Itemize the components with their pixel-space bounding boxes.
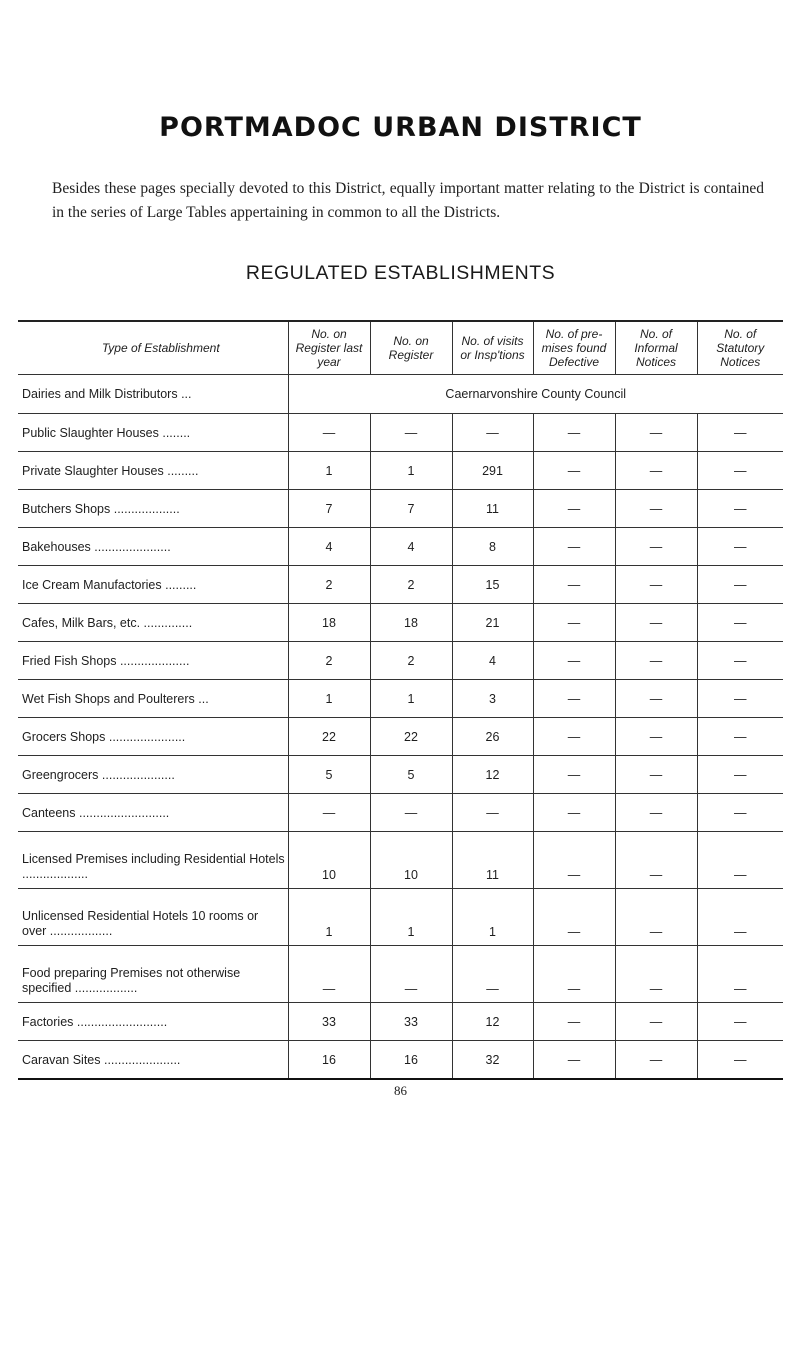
table-row: [18, 1003, 783, 1041]
table-row: [18, 718, 783, 756]
cell-last-year: —: [288, 414, 370, 452]
cell-register: 2: [370, 566, 452, 604]
table-row: [18, 452, 783, 490]
cell-visits: 32: [452, 1041, 533, 1080]
cell-defective: —: [533, 414, 615, 452]
row-label: Bakehouses ......................: [18, 528, 288, 566]
cell-statutory: —: [697, 1041, 783, 1080]
cell-defective: —: [533, 946, 615, 1003]
table-row: [18, 832, 783, 889]
table-row: [18, 680, 783, 718]
cell-last-year: 33: [288, 1003, 370, 1041]
cell-register: —: [370, 414, 452, 452]
cell-statutory: —: [697, 946, 783, 1003]
cell-register: 1: [370, 452, 452, 490]
row-label: Cafes, Milk Bars, etc. ..............: [18, 604, 288, 642]
cell-statutory: —: [697, 756, 783, 794]
cell-visits: —: [452, 794, 533, 832]
row-label: Fried Fish Shops ....................: [18, 642, 288, 680]
row-label: Butchers Shops ...................: [18, 490, 288, 528]
cell-informal: —: [615, 1003, 697, 1041]
cell-visits: 4: [452, 642, 533, 680]
cell-statutory: —: [697, 718, 783, 756]
cell-register: 5: [370, 756, 452, 794]
cell-register: 33: [370, 1003, 452, 1041]
cell-defective: —: [533, 452, 615, 490]
cell-informal: —: [615, 889, 697, 946]
cell-register: 1: [370, 680, 452, 718]
cell-informal: —: [615, 1041, 697, 1080]
dairies-note: Caernarvonshire County Council: [288, 375, 783, 414]
intro-paragraph: Besides these pages specially devoted to this District, equally important matter relating to the District is contained in the series of Large Tables appertaining in common to all the Districts.: [52, 180, 764, 221]
table-row: [18, 604, 783, 642]
row-label: Licensed Premises including Residential Hotels ...................: [18, 832, 288, 889]
cell-defective: —: [533, 490, 615, 528]
cell-defective: —: [533, 566, 615, 604]
cell-informal: —: [615, 604, 697, 642]
row-label: Wet Fish Shops and Poulterers ...: [18, 680, 288, 718]
cell-last-year: 5: [288, 756, 370, 794]
row-label: Caravan Sites ......................: [18, 1041, 288, 1080]
row-label: Private Slaughter Houses .........: [18, 452, 288, 490]
cell-statutory: —: [697, 832, 783, 889]
row-label: Factories ..........................: [18, 1003, 288, 1041]
section-title: REGULATED ESTABLISHMENTS: [245, 262, 556, 284]
row-label: Greengrocers .....................: [18, 756, 288, 794]
header-last-year: No. on Register last year: [288, 321, 370, 375]
cell-register: 16: [370, 1041, 452, 1080]
header-visits: No. of visits or Insp'tions: [452, 321, 533, 375]
cell-register: —: [370, 794, 452, 832]
cell-informal: —: [615, 794, 697, 832]
header-type: Type of Establishment: [18, 321, 288, 375]
table-row: [18, 946, 783, 1003]
table-row: [18, 794, 783, 832]
cell-visits: 12: [452, 1003, 533, 1041]
cell-statutory: —: [697, 452, 783, 490]
table-row: [18, 528, 783, 566]
page-number: 86: [394, 1083, 407, 1098]
cell-informal: —: [615, 642, 697, 680]
header-informal: No. of Informal Notices: [615, 321, 697, 375]
cell-last-year: 7: [288, 490, 370, 528]
cell-statutory: —: [697, 566, 783, 604]
cell-register: 1: [370, 889, 452, 946]
row-label: Ice Cream Manufactories .........: [18, 566, 288, 604]
cell-statutory: —: [697, 604, 783, 642]
cell-register: 18: [370, 604, 452, 642]
cell-statutory: —: [697, 1003, 783, 1041]
cell-visits: 3: [452, 680, 533, 718]
cell-defective: —: [533, 832, 615, 889]
cell-informal: —: [615, 414, 697, 452]
cell-last-year: 18: [288, 604, 370, 642]
cell-informal: —: [615, 528, 697, 566]
cell-informal: —: [615, 566, 697, 604]
cell-informal: —: [615, 452, 697, 490]
row-label: Grocers Shops ......................: [18, 718, 288, 756]
cell-informal: —: [615, 718, 697, 756]
cell-register: 7: [370, 490, 452, 528]
header-row: [18, 321, 783, 375]
cell-visits: 21: [452, 604, 533, 642]
row-label: Dairies and Milk Distributors ...: [18, 375, 288, 414]
table-row: [18, 1041, 783, 1080]
cell-statutory: —: [697, 680, 783, 718]
cell-defective: —: [533, 889, 615, 946]
cell-defective: —: [533, 642, 615, 680]
cell-last-year: —: [288, 794, 370, 832]
cell-last-year: 1: [288, 680, 370, 718]
cell-informal: —: [615, 756, 697, 794]
cell-register: 22: [370, 718, 452, 756]
cell-defective: —: [533, 756, 615, 794]
cell-statutory: —: [697, 889, 783, 946]
cell-informal: —: [615, 680, 697, 718]
cell-visits: 26: [452, 718, 533, 756]
header-register: No. on Register: [370, 321, 452, 375]
cell-informal: —: [615, 832, 697, 889]
header-defective: No. of pre-mises found Defective: [533, 321, 615, 375]
cell-defective: —: [533, 1003, 615, 1041]
cell-register: 4: [370, 528, 452, 566]
table-row: [18, 642, 783, 680]
district-title: PORTMADOC URBAN DISTRICT: [159, 112, 642, 143]
table-row: [18, 490, 783, 528]
cell-last-year: 10: [288, 832, 370, 889]
cell-visits: 291: [452, 452, 533, 490]
cell-register: 2: [370, 642, 452, 680]
table-row: [18, 756, 783, 794]
cell-statutory: —: [697, 642, 783, 680]
cell-defective: —: [533, 528, 615, 566]
cell-defective: —: [533, 604, 615, 642]
cell-visits: 11: [452, 490, 533, 528]
cell-defective: —: [533, 680, 615, 718]
table-row: [18, 414, 783, 452]
cell-statutory: —: [697, 414, 783, 452]
cell-visits: 8: [452, 528, 533, 566]
cell-visits: 12: [452, 756, 533, 794]
cell-visits: 1: [452, 889, 533, 946]
cell-informal: —: [615, 946, 697, 1003]
cell-visits: 15: [452, 566, 533, 604]
cell-last-year: 2: [288, 642, 370, 680]
cell-last-year: 1: [288, 452, 370, 490]
cell-informal: —: [615, 490, 697, 528]
cell-last-year: 4: [288, 528, 370, 566]
cell-defective: —: [533, 794, 615, 832]
cell-register: —: [370, 946, 452, 1003]
row-label: Unlicensed Residential Hotels 10 rooms or over ..................: [18, 889, 288, 946]
row-label: Canteens ..........................: [18, 794, 288, 832]
cell-statutory: —: [697, 490, 783, 528]
regulated-establishments-table: [18, 320, 783, 1080]
table-row: [18, 889, 783, 946]
cell-register: 10: [370, 832, 452, 889]
table-row-dairies: [18, 375, 783, 414]
cell-visits: 11: [452, 832, 533, 889]
cell-statutory: —: [697, 528, 783, 566]
row-label: Food preparing Premises not otherwise specified ..................: [18, 946, 288, 1003]
cell-defective: —: [533, 718, 615, 756]
cell-last-year: —: [288, 946, 370, 1003]
cell-visits: —: [452, 946, 533, 1003]
header-statutory: No. of Statutory Notices: [697, 321, 783, 375]
cell-last-year: 16: [288, 1041, 370, 1080]
cell-visits: —: [452, 414, 533, 452]
cell-statutory: —: [697, 794, 783, 832]
row-label: Public Slaughter Houses ........: [18, 414, 288, 452]
cell-last-year: 2: [288, 566, 370, 604]
cell-last-year: 22: [288, 718, 370, 756]
cell-last-year: 1: [288, 889, 370, 946]
table-row: [18, 566, 783, 604]
cell-defective: —: [533, 1041, 615, 1080]
